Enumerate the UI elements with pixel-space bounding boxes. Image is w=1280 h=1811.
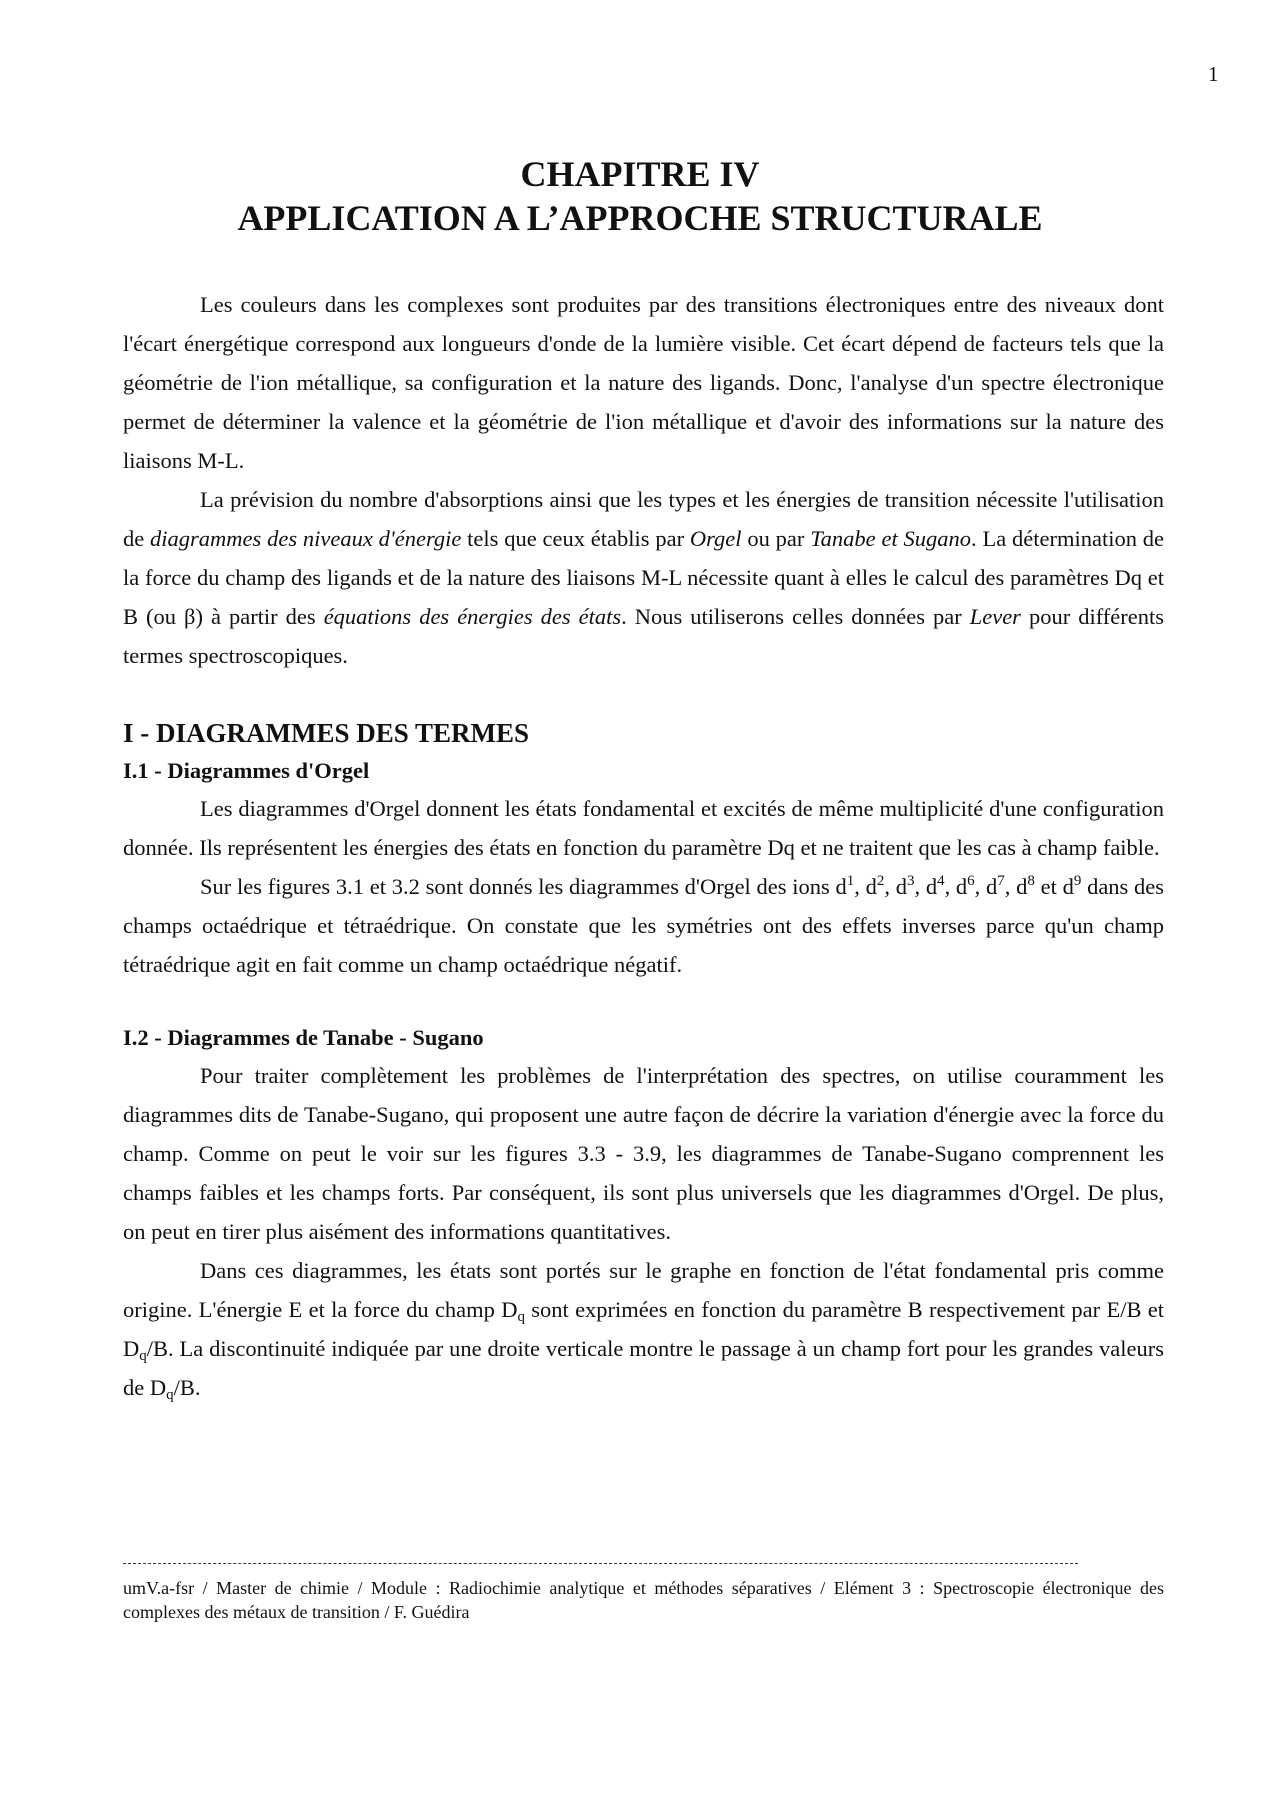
- document-body: [123, 285, 1164, 1407]
- subsection-heading-orgel: I.1 - Diagrammes d'Orgel: [123, 758, 370, 783]
- subsection-heading-tanabe-sugano: I.2 - Diagrammes de Tanabe - Sugano: [123, 1025, 484, 1050]
- orgel-paragraph-1: Les diagrammes d'Orgel donnent les états fondamental et excités de même multiplicité d'une configuration donnée. Ils représentent les énergies des états en fonction du paramètre Dq et ne traitent que les cas à champ faible.: [123, 796, 1164, 860]
- footer-divider: [123, 1563, 1078, 1564]
- page-footer: [123, 1563, 1164, 1624]
- intro-paragraph-1: Les couleurs dans les complexes sont produites par des transitions électroniques entre des niveaux dont l'écart énergétique correspond aux longueurs d'onde de la lumière visible. Cet écart dépend de facteurs tels que la géométrie de l'ion métallique, sa configuration et la nature des ligands. Donc, l'analyse d'un spectre électronique permet de déterminer la valence et la géométrie de l'ion métallique et d'avoir des informations sur la nature des liaisons M-L.: [123, 292, 1164, 473]
- chapter-subtitle: APPLICATION A L’APPROCHE STRUCTURALE: [237, 198, 1043, 238]
- tanabe-paragraph-1: Pour traiter complètement les problèmes de l'interprétation des spectres, on utilise couramment les diagrammes dits de Tanabe-Sugano, qui proposent une autre façon de décrire la variation d'énergie avec la force du champ. Comme on peut le voir sur les figures 3.3 - 3.9, les diagrammes de Tanabe-Sugano comprennent les champs faibles et les champs forts. Par conséquent, ils sont plus universels que les diagrammes d'Orgel. De plus, on peut en tirer plus aisément des informations quantitatives.: [123, 1063, 1164, 1244]
- chapter-number: CHAPITRE IV: [520, 154, 760, 194]
- page-number: 1: [1208, 62, 1219, 86]
- chapter-title: [120, 152, 1160, 240]
- orgel-paragraph-2: Sur les figures 3.1 et 3.2 sont donnés les diagrammes d'Orgel des ions $d^1$, $d^2$, $d^3$, $d^4$, $d^6$, $d^7$, $d^8$ et $d^9$ dans des champs octaédrique et tétraédrique. On constate que les symétries ont des effets inverses parce qu'un champ tétraédrique agit en fait comme un champ octaédrique négatif.: [123, 873, 1165, 977]
- footer-text: umV.a-fsr / Master de chimie / Module : Radiochimie analytique et méthodes séparatives / Elément 3 : Spectroscopie électronique des complexes des métaux de transition / F. Guédira: [123, 1578, 1164, 1622]
- tanabe-paragraph-2: Dans ces diagrammes, les états sont portés sur le graphe en fonction de l'état fondamental pris comme origine. L'énergie E et la force du champ $D_q$ sont exprimées en fonction du paramètre B respectivement par E/B et $D_q/B$. La discontinuité indiquée par une droite verticale montre le passage à un champ fort pour les grandes valeurs de $D_q/B$.: [123, 1258, 1164, 1403]
- intro-paragraph-2: La prévision du nombre d'absorptions ainsi que les types et les énergies de transition nécessite l'utilisation de diagrammes des niveaux d'énergie tels que ceux établis par Orgel ou par Tanabe et Sugano. La détermination de la force du champ des ligands et de la nature des liaisons M-L nécessite quant à elles le calcul des paramètres Dq et B (ou β) à partir des équations des énergies des états. Nous utiliserons celles données par Lever pour différents termes spectroscopiques.: [123, 487, 1164, 668]
- section-heading-diagrammes-termes: I - DIAGRAMMES DES TERMES: [123, 718, 530, 748]
